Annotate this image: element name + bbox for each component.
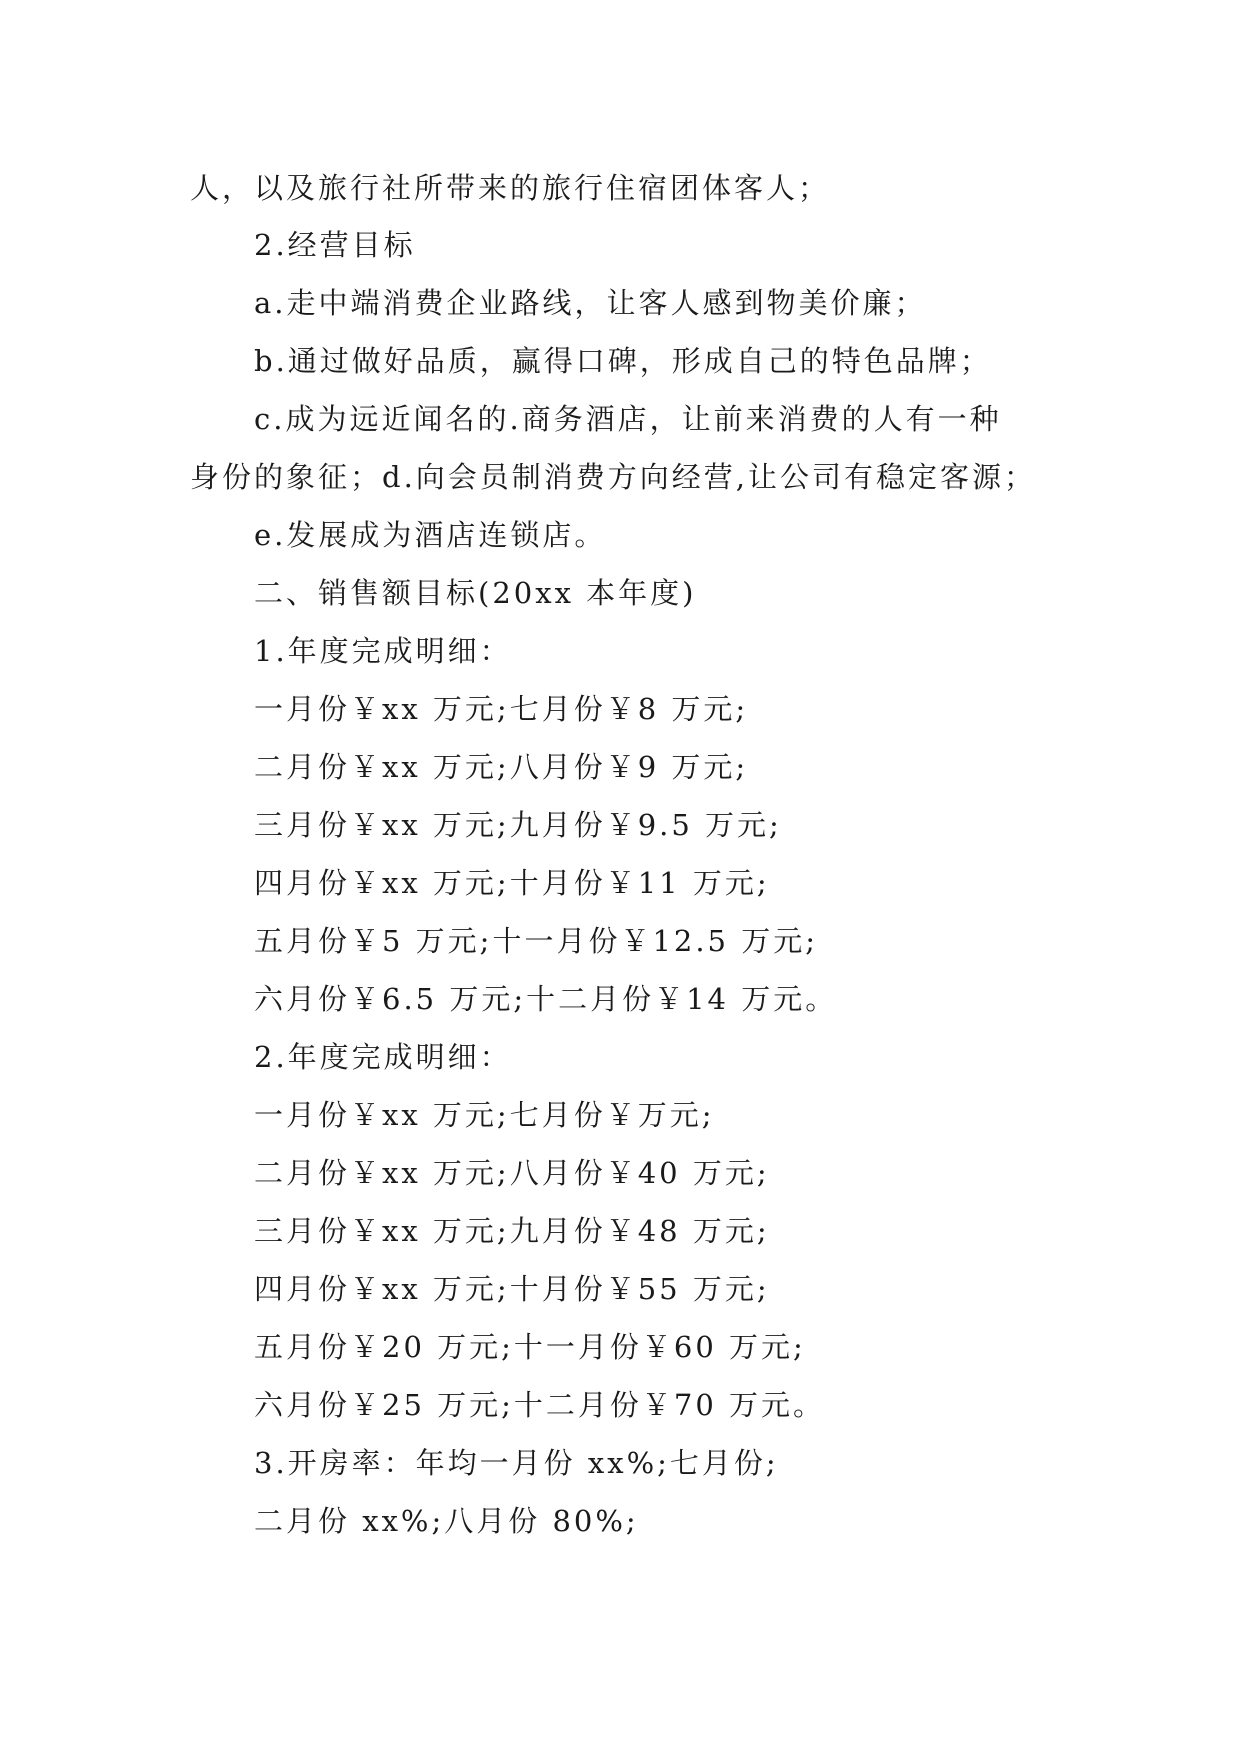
text-line: 一月份￥xx 万元;七月份￥万元;: [254, 1098, 715, 1132]
text-line: e.发展成为酒店连锁店。: [254, 518, 607, 552]
section-heading: 2.年度完成明细：: [254, 1040, 512, 1074]
section-heading: 3.开房率：年均一月份 xx%;七月份;: [254, 1446, 779, 1480]
section-heading: 二、销售额目标(20xx 本年度): [254, 576, 697, 610]
text-line: 五月份￥20 万元;十一月份￥60 万元;: [254, 1330, 806, 1364]
section-heading: 2.经营目标: [254, 228, 416, 262]
text-line: 三月份￥xx 万元;九月份￥9.5 万元;: [254, 808, 782, 842]
text-line: 四月份￥xx 万元;十月份￥55 万元;: [254, 1272, 770, 1306]
text-line: 六月份￥25 万元;十二月份￥70 万元。: [254, 1388, 826, 1422]
text-line: 二月份￥xx 万元;八月份￥40 万元;: [254, 1156, 770, 1190]
text-line: 一月份￥xx 万元;七月份￥8 万元;: [254, 692, 749, 726]
text-line: 人，以及旅行社所带来的旅行住宿团体客人；: [190, 171, 831, 205]
text-line: 六月份￥6.5 万元;十二月份￥14 万元。: [254, 982, 838, 1016]
text-line: 四月份￥xx 万元;十月份￥11 万元;: [254, 866, 770, 900]
section-heading: 1.年度完成明细：: [254, 634, 512, 668]
text-line: 二月份 xx%;八月份 80%;: [254, 1504, 639, 1538]
text-line: 三月份￥xx 万元;九月份￥48 万元;: [254, 1214, 770, 1248]
text-line: 身份的象征；d.向会员制消费方向经营,让公司有稳定客源；: [190, 460, 1037, 494]
text-line: b.通过做好品质，赢得口碑，形成自己的特色品牌；: [254, 344, 992, 378]
text-line: 二月份￥xx 万元;八月份￥9 万元;: [254, 750, 749, 784]
text-line: a.走中端消费企业路线，让客人感到物美价廉；: [254, 286, 927, 320]
text-line: c.成为远近闻名的.商务酒店，让前来消费的人有一种: [254, 402, 1002, 436]
text-line: 五月份￥5 万元;十一月份￥12.5 万元;: [254, 924, 818, 958]
